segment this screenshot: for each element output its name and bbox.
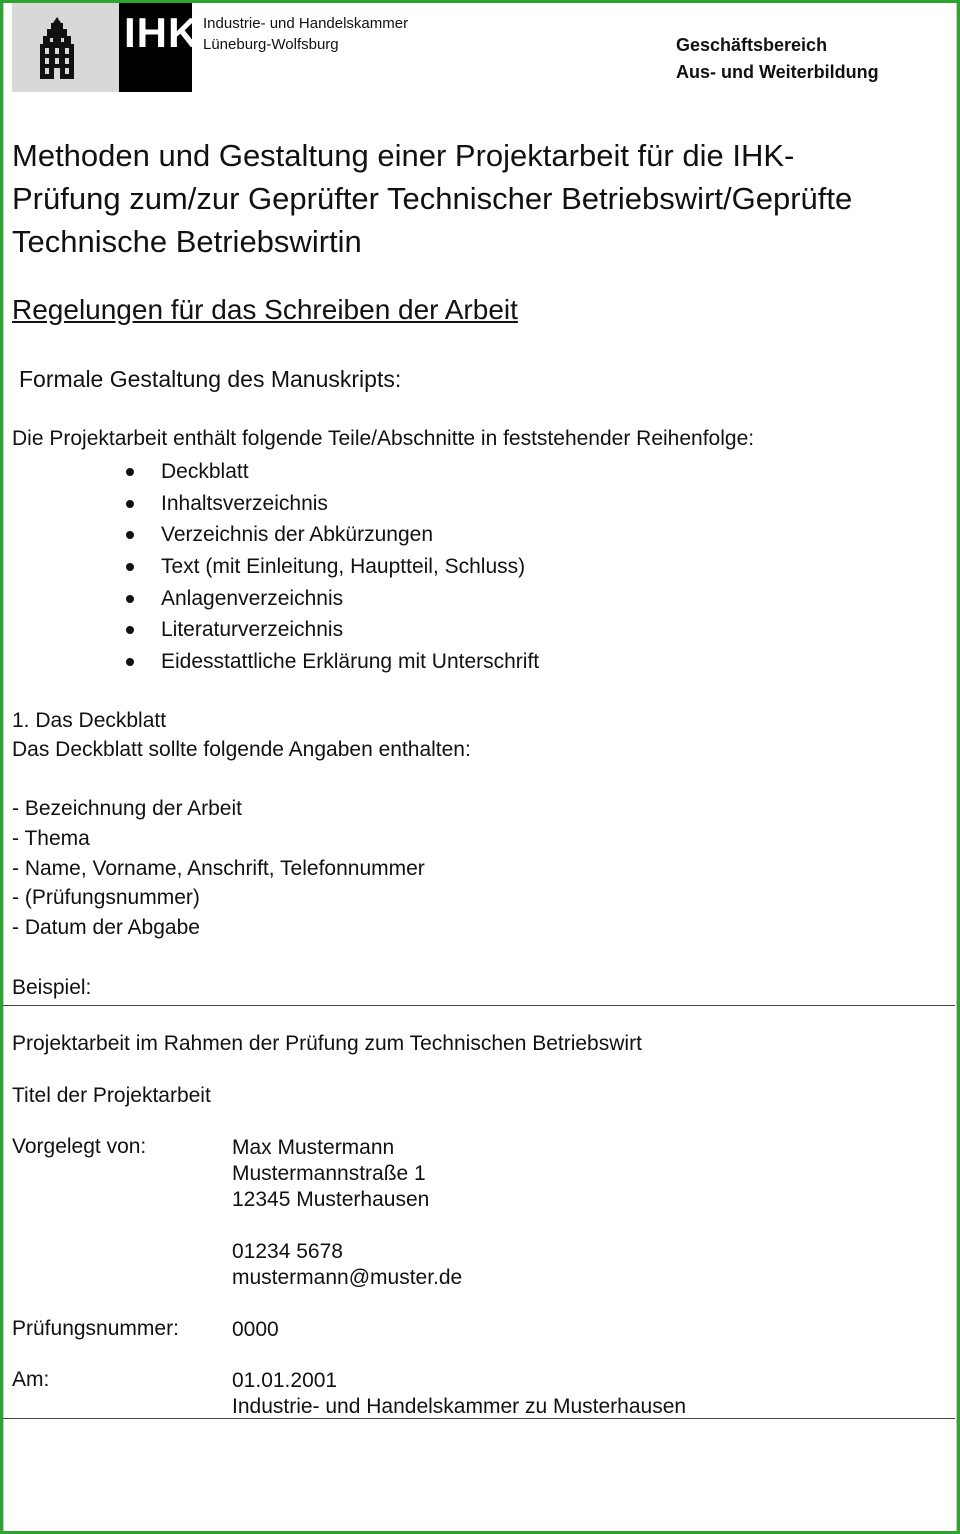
- example-line-1: Projektarbeit im Rahmen der Prüfung zum Technischen Betriebswirt: [12, 1032, 642, 1055]
- list-item: - (Prüfungsnummer): [12, 886, 200, 910]
- list-item: Text (mit Einleitung, Hauptteil, Schluss): [124, 554, 539, 586]
- division-name: [676, 32, 879, 86]
- list-item: Eidesstattliche Erklärung mit Unterschrift: [124, 649, 539, 681]
- date-label: Am:: [12, 1368, 50, 1391]
- list-item: Literaturverzeichnis: [124, 617, 539, 649]
- contact-block: [232, 1239, 462, 1291]
- title-line-3: Technische Betriebswirtin: [12, 224, 362, 259]
- division-line-1: Geschäftsbereich: [676, 35, 828, 55]
- bullet-icon: [126, 658, 134, 666]
- example-title: Titel der Projektarbeit: [12, 1084, 211, 1107]
- chamber-line-2: Lüneburg-Wolfsburg: [203, 36, 339, 53]
- list-item: - Bezeichnung der Arbeit: [12, 797, 242, 820]
- deckblatt-heading: 1. Das Deckblatt: [12, 709, 167, 732]
- title-line-2: Prüfung zum/zur Geprüfter Technischer Betriebswirt/Geprüfte: [12, 181, 853, 216]
- submitter-block: [232, 1135, 429, 1213]
- document-subtitle: Regelungen für das Schreiben der Arbeit: [12, 294, 518, 325]
- division-line-2: Aus- und Weiterbildung: [676, 62, 879, 82]
- bullet-icon: [126, 531, 134, 539]
- submitted-label: Vorgelegt von:: [12, 1135, 147, 1158]
- bullet-icon: [126, 626, 134, 634]
- building-icon: [38, 17, 76, 79]
- title-line-1: Methoden und Gestaltung einer Projektarbeit für die IHK-: [12, 138, 795, 173]
- chamber-line-1: Industrie- und Handelskammer: [203, 15, 409, 32]
- ihk-logo: [12, 3, 200, 92]
- bullet-icon: [126, 595, 134, 603]
- date-block: [232, 1368, 686, 1420]
- bullet-icon: [126, 468, 134, 476]
- list-item: - Datum der Abgabe: [12, 916, 200, 940]
- chamber-name: [203, 13, 408, 55]
- submitter-phone: 01234 5678: [232, 1240, 343, 1263]
- list-item: Inhaltsverzeichnis: [124, 491, 539, 523]
- submitter-street: Mustermannstraße 1: [232, 1162, 426, 1185]
- deckblatt-list: [12, 796, 425, 945]
- date-value: 01.01.2001: [232, 1369, 338, 1392]
- bullet-icon: [126, 500, 134, 508]
- parts-list: [124, 459, 539, 681]
- list-item: - Thema: [12, 826, 90, 850]
- exam-number-label: Prüfungsnummer:: [12, 1317, 179, 1340]
- submitter-city: 12345 Musterhausen: [232, 1188, 430, 1211]
- intro-text: Die Projektarbeit enthält folgende Teile/Abschnitte in feststehender Reihenfolge:: [12, 427, 755, 450]
- logo-text: IHK: [124, 9, 200, 56]
- list-item: Verzeichnis der Abkürzungen: [124, 522, 539, 554]
- submitter-name: Max Mustermann: [232, 1136, 395, 1159]
- section-heading: Formale Gestaltung des Manuskripts:: [19, 366, 402, 392]
- example-label: Beispiel:: [12, 976, 92, 999]
- exam-number-value: 0000: [232, 1318, 279, 1341]
- list-item: - Name, Vorname, Anschrift, Telefonnummer: [12, 856, 425, 880]
- submitter-email: mustermann@muster.de: [232, 1266, 463, 1289]
- list-item: Deckblatt: [124, 459, 539, 491]
- example-cover-box: [3, 1005, 955, 1419]
- chamber-value: Industrie- und Handelskammer zu Musterhausen: [232, 1395, 687, 1418]
- deckblatt-intro: Das Deckblatt sollte folgende Angaben enthalten:: [12, 738, 471, 761]
- document-title: [12, 134, 942, 263]
- list-item: Anlagenverzeichnis: [124, 586, 539, 618]
- bullet-icon: [126, 563, 134, 571]
